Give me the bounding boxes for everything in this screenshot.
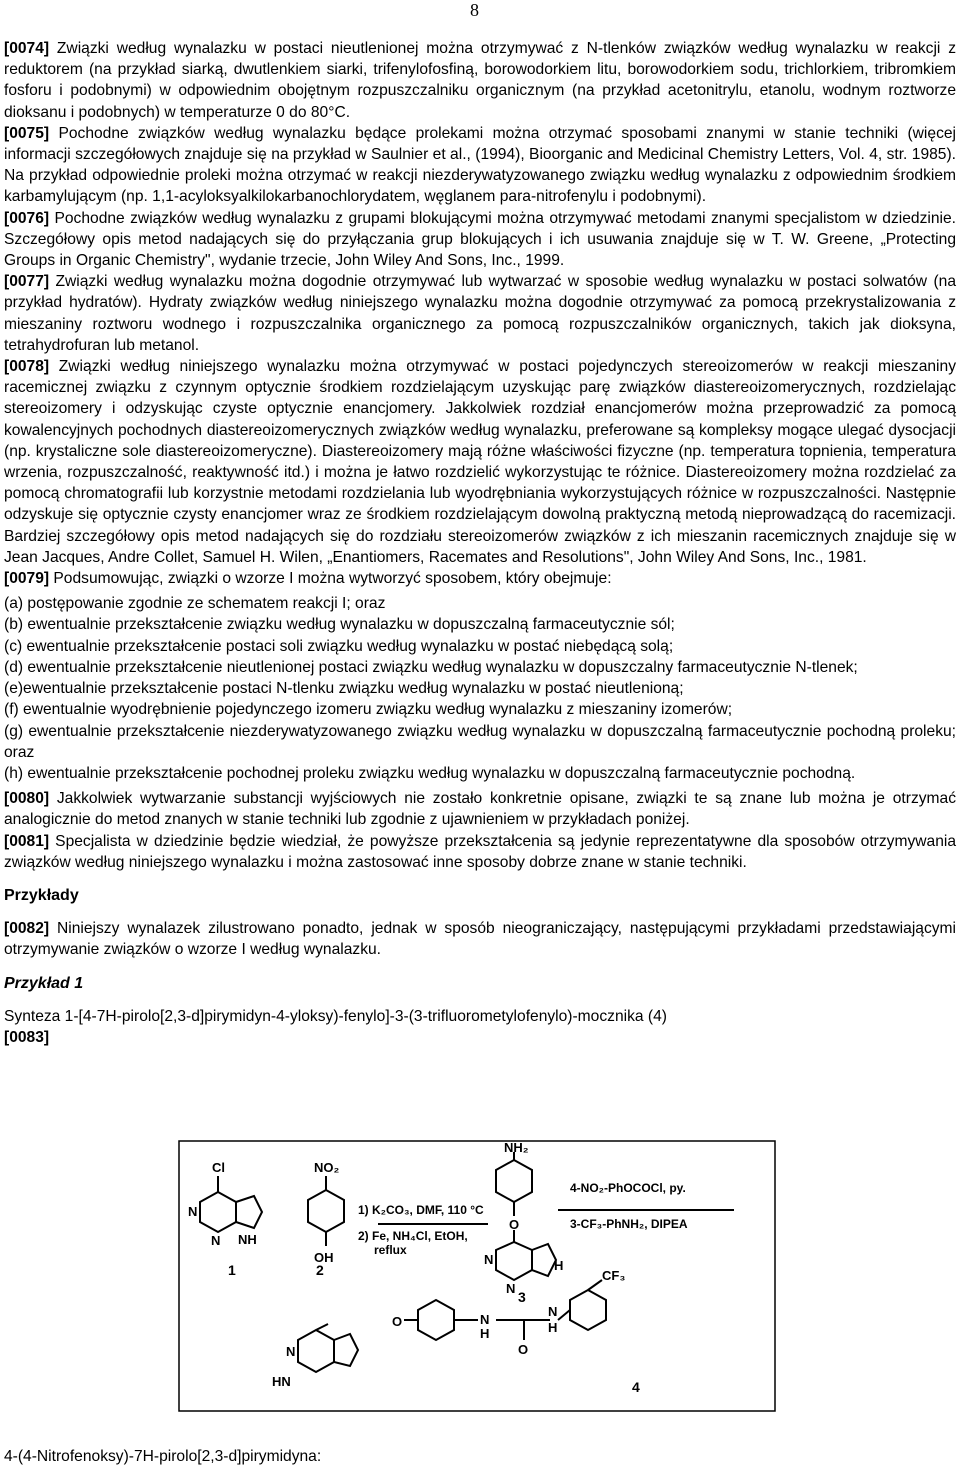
list-item: (b) ewentualnie przekształcenie związku według wynalazku w dopuszczalną farmaceutycznie sól; (4, 616, 675, 634)
list-item: (c) ewentualnie przekształcenie postaci soli związku według wynalazku w postać niebędącą solą; (4, 637, 674, 655)
atom-nh: NH (238, 1232, 257, 1247)
atom-h: H (548, 1320, 558, 1335)
reaction-condition-2b: reflux (374, 1243, 407, 1257)
reaction-condition-3b: 3-CF₃-PhNH₂, DIPEA (570, 1217, 688, 1231)
paragraph-0074: [0074] Związki według wynalazku w postaci nieutlenionej można otrzymywać z N-tlenków związków według wynalazku w reakcji z reduktorem (na przykład siarką, dwutlenkiem siarki, trifenylofosfiną, borowodorkiem litu, borowodorkiem sodu, trichlorkiem, tribromkiem fosforu i podobnymi) w odpowiednim obojętnym rozpuszczalniku organicznym (na przykład acetonitrylu, etanolu, wodnym roztworze dioksanu i podobnych) w temperaturze 0 do 80°C. (4, 40, 956, 121)
paragraph-0079: [0079] Podsumowując, związki o wzorze I można wytworzyć sposobem, który obejmuje: (4, 570, 612, 588)
atom-h: H (480, 1326, 490, 1341)
compound-2-structure (308, 1176, 344, 1246)
reaction-scheme (178, 1140, 776, 1412)
atom-n: N (548, 1304, 558, 1319)
atom-n: N (506, 1281, 516, 1296)
atom-cl: Cl (212, 1160, 225, 1175)
compound-label-1: 1 (228, 1262, 236, 1278)
heading-example-1: Przykład 1 (4, 974, 84, 992)
paragraph-0076: [0076] Pochodne związków według wynalazku z grupami blokującymi można otrzymywać metodami znanymi specjalistom w dziedzinie. Szczegółowy opis metod nadających się do przyłączania grup blokujących i ich usuwania znajduje się w T. W. Greene, „Protecting Groups in Organic Chemistry", wydanie trzecie, John Wiley And Sons, Inc., 1999. (4, 209, 956, 270)
atom-n: N (188, 1204, 198, 1219)
compound-label-3: 3 (518, 1289, 526, 1305)
atom-nh2: NH₂ (504, 1140, 529, 1155)
atom-n: N (211, 1233, 221, 1248)
list-item: (f) ewentualnie wyodrębnienie pojedynczego izomeru związku według wynalazku z mieszaniny izomerów; (4, 701, 733, 719)
atom-n: N (286, 1344, 296, 1359)
compound-3-structure (496, 1152, 556, 1280)
list-item: (a) postępowanie zgodnie ze schematem reakcji I; oraz (4, 595, 386, 613)
paragraph-0077: [0077] Związki według wynalazku można dogodnie otrzymywać lub wytwarzać w sposobie według wynalazku w postaci solwatów (na przykład hydratów). Hydraty związków według niniejszego wynalazku można dogodnie otrzymywać za pomocą przekrystalizowania z mieszaniny roztworu wodnego i rozpuszczalnika organicznego za pomocą rozpuszczalników organicznych, takich jak dioksyna, tetrahydrofuran lub metanol. (4, 273, 956, 354)
paragraph-0083: [0083] (4, 1028, 50, 1046)
atom-oh: OH (314, 1250, 334, 1265)
atom-hn: HN (272, 1374, 291, 1389)
heading-examples: Przykłady (4, 886, 79, 904)
list-item: (e)ewentualnie przekształcenie postaci N-tlenku związku według wynalazku w postać nieutlenioną; (4, 680, 684, 698)
paragraph-0081: [0081] Specjalista w dziedzinie będzie wiedział, że powyższe przekształcenia są jedynie reprezentatywne dla sposobów otrzymywania związków według niniejszego wynalazku i można zastosować inne sposoby dobrze znane w stanie techniki. (4, 832, 956, 871)
atom-n: N (480, 1312, 490, 1327)
paragraph-0080: [0080] Jakkolwiek wytwarzanie substancji wyjściowych nie zostało konkretnie opisane, związki te są znane lub można je otrzymać analogicznie do metod znanych w stanie techniki lub zgodnie z ujawnieniem w przykładach poniżej. (4, 790, 956, 829)
document-body (4, 38, 956, 1048)
list-item: (g) ewentualnie przekształcenie niezderywatyzowanego związku według wynalazku w dopuszczalną farmaceutycznie pochodną proleku; oraz (4, 722, 956, 761)
atom-no2: NO₂ (314, 1160, 340, 1175)
compound-label-4: 4 (632, 1379, 640, 1395)
compound-1-structure (200, 1176, 262, 1232)
atom-h: H (554, 1258, 564, 1273)
atom-n: N (484, 1252, 494, 1267)
compound-4-structure (298, 1280, 606, 1372)
reaction-condition-2a: 2) Fe, NH₄Cl, EtOH, (358, 1229, 468, 1243)
atom-o: O (392, 1314, 403, 1329)
paragraph-0078: [0078] Związki według niniejszego wynalazku można otrzymywać w postaci pojedynczych stereoizomerów w reakcji mieszaniny racemicznej związku z czynnym optycznie środkiem rozdzielającym uzyskując parę związków diastereoizomerycznych, rozdzielając stereoizomery i odzyskując czyste optycznie enancjomery. Jakkolwiek rozdział enancjomerów można przeprowadzić za pomocą kowalencyjnych pochodnych diastereoizomerycznych związków według wynalazku, preferowane są kompleksy mogące ulegać dysocjacji (np. krystaliczne sole diastereoizomeryczne). Diastereoizomery mają różne właściwości fizyczne (np. temperatura topnienia, temperatura wrzenia, rozpuszczalność, reaktywność itd.) i można je łatwo rozdzielić wykorzystując te różnice. Diastereoizomery można rozdzielać za pomocą chromatografii lub korzystnie metodami rozdzielania lub wyodrębniania wykorzystujących różnice w rozpuszczalności. Następnie odzyskuje się optycznie czysty enancjomer wraz ze środkiem rozdzielającym dowolną praktyczną metodą nieprowadzącą do racemizacji. Bardziej szczegółowy opis metod nadających się do rozdziału stereoizomerów związków z ich mieszanin racemicznych znajduje się w Jean Jacques, Andre Collet, Samuel H. Wilen, „Enantiomers, Racemates and Resolutions", John Wiley And Sons, Inc., 1981. (4, 358, 956, 566)
atom-cf3: CF₃ (602, 1268, 626, 1283)
reaction-condition-3a: 4-NO₂-PhOCOCl, py. (570, 1181, 686, 1195)
atom-o: O (509, 1217, 520, 1232)
paragraph-0082: [0082] Niniejszy wynalazek zilustrowano ponadto, jednak w sposób nieograniczający, następującymi przykładami przedstawiającymi otrzymywanie związków o wzorze I według wynalazku. (4, 920, 956, 959)
reaction-condition-1: 1) K₂CO₃, DMF, 110 °C (358, 1203, 484, 1217)
atom-o: O (518, 1342, 529, 1357)
list-item: (h) ewentualnie przekształcenie pochodnej proleku związku według wynalazku w dopuszczalną farmaceutycznie pochodną. (4, 764, 856, 782)
page-number: 8 (470, 0, 479, 20)
synthesis-title: Synteza 1-[4-7H-pirolo[2,3-d]pirymidyn-4-yloksy)-fenylo]-3-(3-trifluorometylofenylo)-mocznika (4) (4, 1007, 667, 1025)
compound-title-footer: 4-(4-Nitrofenoksy)-7H-pirolo[2,3-d]pirymidyna: (4, 1448, 322, 1465)
paragraph-0075: [0075] Pochodne związków według wynalazku będące prolekami można otrzymać sposobami znanymi w stanie techniki (więcej informacji szczegółowych znajduje się na przykład w Saulnier et al., (1994), Bioorganic and Medicinal Chemistry Letters, Vol. 4, str. 1985). Na przykład odpowiednie proleki można otrzymać w reakcji niezderywatyzowanego związku według wynalazku z odpowiednim środkiem karbamylującym (np. 1,1-acyloksyalkilokarbanochlorydatem, węglanem para-nitrofenylu i podobnymi). (4, 124, 956, 206)
list-item: (d) ewentualnie przekształcenie nieutlenionej postaci związku według wynalazku w dopuszczalny farmaceutycznie N-tlenek; (4, 658, 858, 676)
compound-label-2: 2 (316, 1262, 324, 1278)
